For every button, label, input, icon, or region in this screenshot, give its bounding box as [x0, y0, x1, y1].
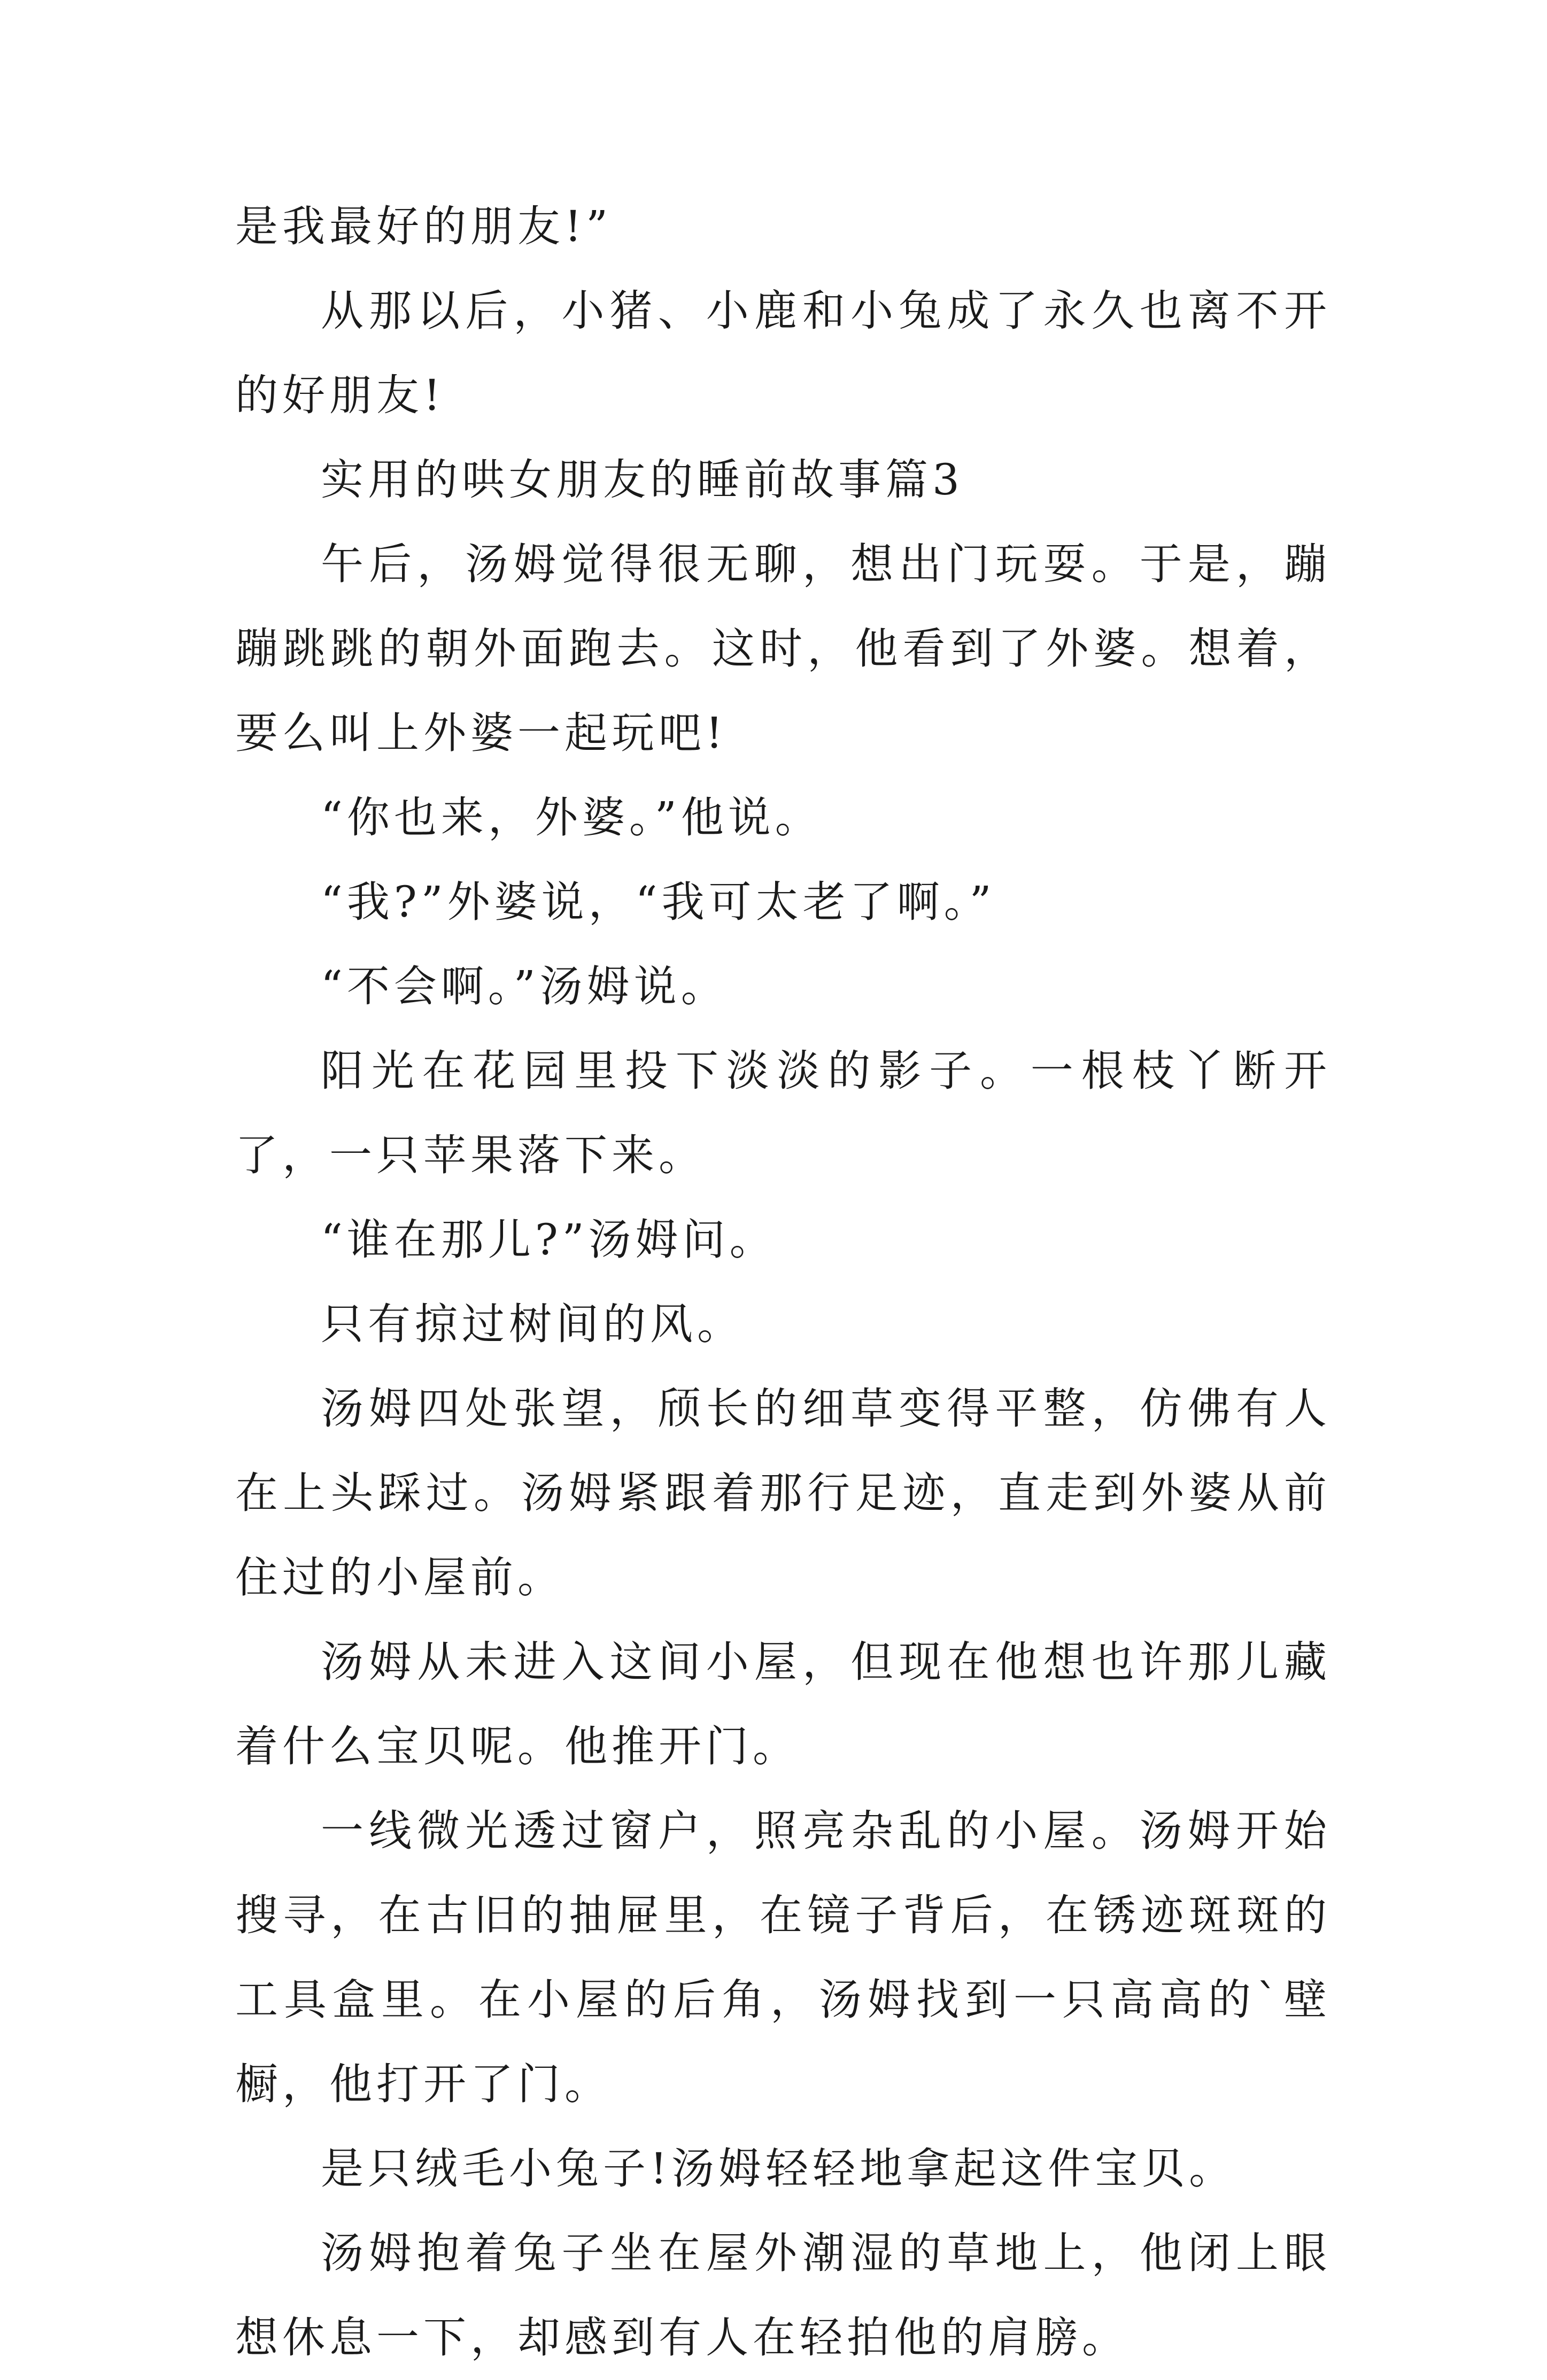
- paragraph: “谁在那儿?”汤姆问。: [321, 1215, 777, 1265]
- paragraph: “我?”外婆说，“我可太老了啊。”: [321, 877, 996, 927]
- body-text: [235, 184, 1331, 2380]
- paragraph: 一线微光透过窗户，照亮杂乱的小屋。汤姆开始搜寻，在古旧的抽屉里，在镜子背后，在锈迹斑斑的工具盒里。在小屋的后角，汤姆找到一只高高的`壁橱，他打开了门。: [235, 1806, 1331, 2109]
- paragraph: 汤姆从未进入这间小屋，但现在他想也许那儿藏着什么宝贝呢。他推开门。: [235, 1637, 1331, 1771]
- paragraph: 是我最好的朋友!”: [235, 201, 613, 251]
- paragraph: 汤姆抱着兔子坐在屋外潮湿的草地上，他闭上眼想休息一下，却感到有人在轻拍他的肩膀。: [235, 2228, 1331, 2362]
- paragraph: 午后，汤姆觉得很无聊，想出门玩耍。于是，蹦蹦跳跳的朝外面跑去。这时，他看到了外婆。想着，要么叫上外婆一起玩吧!: [235, 539, 1331, 758]
- paragraph: 只有掠过树间的风。: [321, 1299, 744, 1349]
- paragraph: “你也来，外婆。”他说。: [321, 793, 822, 842]
- paragraph: “不会啊。”汤姆说。: [321, 962, 728, 1011]
- paragraph: 是只绒毛小兔子!汤姆轻轻地拿起这件宝贝。: [321, 2144, 1236, 2193]
- section-heading: 实用的哄女朋友的睡前故事篇3: [321, 455, 964, 505]
- paragraph: 从那以后，小猪、小鹿和小兔成了永久也离不开的好朋友!: [235, 286, 1331, 420]
- paragraph: 阳光在花园里投下淡淡的影子。一根枝丫断开了，一只苹果落下来。: [235, 1046, 1331, 1180]
- paragraph: 汤姆四处张望，颀长的细草变得平整，仿佛有人在上头踩过。汤姆紧跟着那行足迹，直走到外婆从前住过的小屋前。: [235, 1384, 1331, 1602]
